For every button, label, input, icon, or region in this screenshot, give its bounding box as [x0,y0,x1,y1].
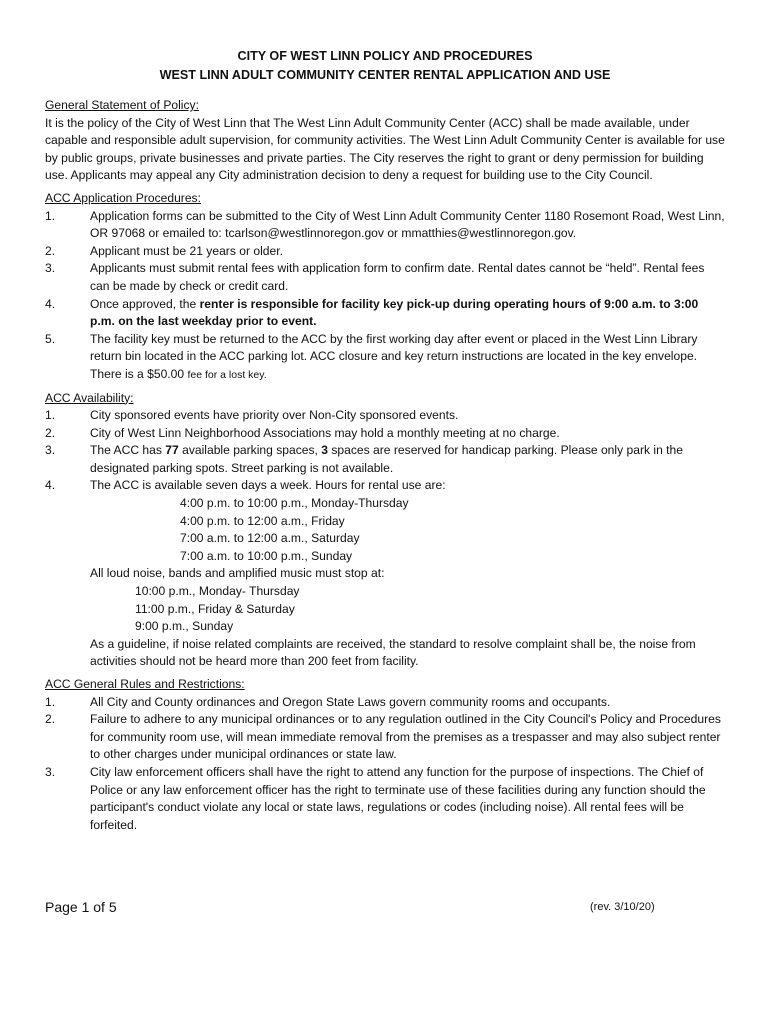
rules-heading: ACC General Rules and Restrictions: [45,677,245,691]
handicap-count: 3 [321,443,329,458]
hours-line: 7:00 a.m. to 12:00 a.m., Saturday [180,531,360,546]
item-number: 3. [45,764,56,779]
revision-date: (rev. 3/10/20) [590,901,655,913]
item-text: Application forms can be submitted to the City of West Linn Adult Community Center 1180 Rosemont Road, West Linn, OR 97068 or emailed to: tcarlson@westlinnoregon.gov or mmatthies@westlinnoregon.gov. [90,208,725,241]
item-number: 3. [45,261,56,276]
document-title-line1: CITY OF WEST LINN POLICY AND PROCEDURES [237,49,533,63]
item-text: City sponsored events have priority over Non-City sponsored events. [90,408,459,423]
availability-heading: ACC Availability: [45,390,134,405]
page-number: Page 1 of 5 [45,899,117,915]
item-text: City law enforcement officers shall have the right to attend any function for the purpose of inspections. The Chief of Police or any law enforcement officer has the right to terminate use of these facilities during any function should the participant's conduct violate any local or state laws, regulations or codes (including noise). All rental fees will be forfeited. [90,764,706,832]
item-number: 2. [45,243,56,258]
item-text: The ACC is available seven days a week. Hours for rental use are: [90,478,446,493]
item-text: All City and County ordinances and Oregon State Laws govern community rooms and occupants. [90,694,611,709]
item-number: 4. [45,478,56,493]
noise-time-line: 11:00 p.m., Friday & Saturday [135,601,295,616]
item-text: Applicant must be 21 years or older. [90,243,283,258]
list-item [45,331,725,385]
noise-times-list [45,583,725,636]
document-title-line2: WEST LINN ADULT COMMUNITY CENTER RENTAL APPLICATION AND USE [159,68,611,82]
item-number: 1. [45,208,56,223]
parking-count: 77 [165,443,179,458]
item-number: 3. [45,443,56,458]
list-item [45,711,725,764]
list-item [45,296,725,331]
hours-line: 7:00 a.m. to 10:00 p.m., Sunday [180,548,353,563]
item-number: 2. [45,712,56,727]
item-text: The facility key must be returned to the ACC by the first working day after event or placed in the West Linn Library return bin located in the ACC parking lot. ACC closure and key return instructions are located in the key envelope. There is a $50.00 [90,331,698,381]
list-item [45,764,725,834]
hours-line: 4:00 p.m. to 12:00 a.m., Friday [180,513,345,528]
procedures-heading: ACC Application Procedures: [45,190,201,205]
general-statement-text: It is the policy of the City of West Linn that The West Linn Adult Community Center (ACC) shall be made available, under capable and responsible adult supervision, for community activities. The West Linn Adult Community Center is available for use by public groups, private businesses and private parties. The City reserves the right to grant or deny permission for building use. Applicants may appeal any City administration decision to deny a request for building use to the City Council. [45,115,725,183]
list-item [45,425,725,443]
item-number: 1. [45,694,56,709]
list-item [45,407,725,425]
noise-time-line: 10:00 p.m., Monday- Thursday [135,584,300,599]
list-item [45,208,725,243]
general-statement-heading: General Statement of Policy: [45,98,199,112]
list-item [45,260,725,295]
list-item [45,477,725,495]
item-text: spaces are reserved for handicap parking. Please only park in the designated parking spots. Street parking is not available. [90,443,683,475]
item-text: City of West Linn Neighborhood Associations may hold a monthly meeting at no charge. [90,425,560,440]
item-text: Failure to adhere to any municipal ordinances or to any regulation outlined in the City Council's Policy and Procedures for community room use, will mean immediate removal from the premises as a trespasser and may also subject renter to other charges under municipal ordinances or state law. [90,712,721,762]
item-number: 4. [45,296,56,311]
list-item [45,694,725,712]
item-text: Once approved, the [90,296,200,311]
list-item [45,243,725,261]
noise-time-line: 9:00 p.m., Sunday [135,619,234,634]
noise-intro: All loud noise, bands and amplified music must stop at: [90,566,385,581]
noise-guideline: As a guideline, if noise related complaints are received, the standard to resolve complaint shall be, the noise from activities should not be heard more than 200 feet from facility. [90,636,696,669]
hours-line: 4:00 p.m. to 10:00 p.m., Monday-Thursday [180,496,409,511]
item-number: 1. [45,408,56,423]
item-text: The ACC has [90,443,166,458]
item-number: 2. [45,425,56,440]
item-number: 5. [45,331,56,346]
item-text-small: fee for a lost key. [187,368,267,381]
item-text: available parking spaces, [178,443,322,458]
list-item [45,442,725,477]
document-body [45,97,725,834]
item-text-bold: renter is responsible for facility key pick-up during operating hours of 9:00 a.m. to 3:00 p.m. on the last weekday prior to event. [90,296,699,329]
hours-list [45,495,725,565]
item-text: Applicants must submit rental fees with application form to confirm date. Rental dates cannot be “held”. Rental fees can be made by check or credit card. [90,261,705,293]
